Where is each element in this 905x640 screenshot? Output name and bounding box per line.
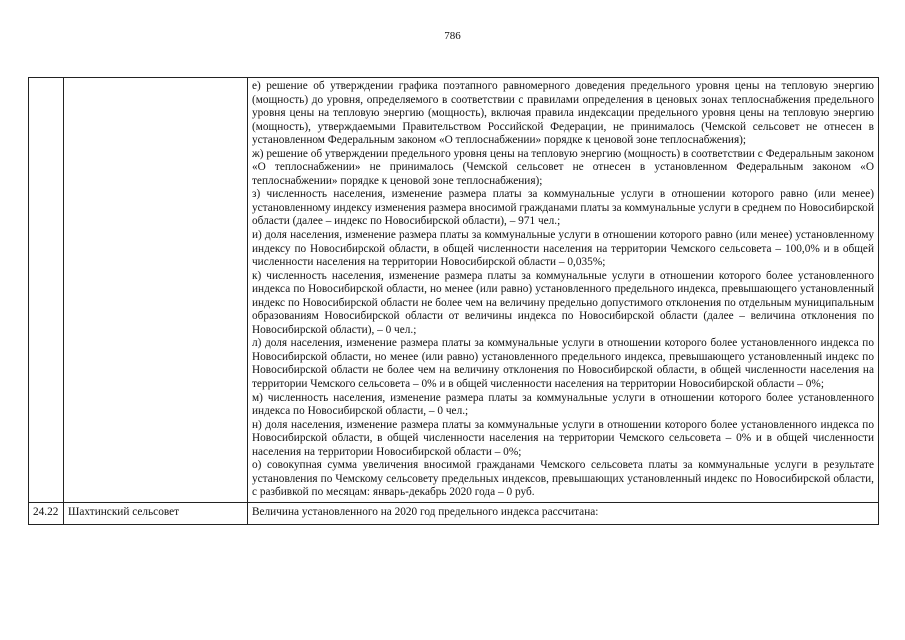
row-name-cell: Шахтинский сельсовет	[64, 502, 248, 524]
row-number-cell	[29, 78, 64, 503]
document-table	[28, 77, 879, 525]
row-name-cell	[64, 78, 248, 503]
paragraph-m: м) численность населения, изменение размера платы за коммунальные услуги в отношении которого более установленного индекса по Новосибирской области, – 0 чел.;	[252, 391, 874, 418]
paragraph-l: л) доля населения, изменение размера платы за коммунальные услуги в отношении которого более установленного индекса по Новосибирской области, но менее (или равно) установленного предельного индекса, превышающего установленный индекс по Новосибирской области не более чем на величину отклонения по Новосибирской области, в общей численности населения на территории Чемского сельсовета – 0% и в общей численности населения на территории Новосибирской области – 0%;	[252, 337, 874, 391]
paragraph-e: е) решение об утверждении графика поэтапного равномерного доведения предельного уровня цены на тепловую энергию (мощность) до уровня, определяемого в соответствии с правилами определения в ценовых зонах теплоснабжения предельного уровня цены на тепловую энергию (мощность), включая правила индексации предельного уровня цены на тепловую энергию (мощность), утверждаемыми Правительством Российской Федерации, не принималось (Чемской сельсовет не отнесен в установленном Федеральным законом «О теплоснабжении» порядке к ценовой зоне теплоснабжения);	[252, 80, 874, 147]
row-description-cell	[248, 78, 879, 503]
paragraph-zh: ж) решение об утверждении предельного уровня цены на тепловую энергию (мощность) в соответствии с Федеральным законом «О теплоснабжении» не принималось (Чемской сельсовет не отнесен в установленном Федеральным законом «О теплоснабжении» порядке к ценовой зоне теплоснабжения);	[252, 147, 874, 187]
row-number-cell: 24.22	[29, 502, 64, 524]
paragraph-o: о) совокупная сумма увеличения вносимой гражданами Чемского сельсовета платы за коммунальные услуги в результате установления по Чемскому сельсовету предельных индексов, превышающих установленный индекс по Новосибирской области, с разбивкой по месяцам: январь-декабрь 2020 года – 0 руб.	[252, 459, 874, 499]
table-row	[29, 78, 879, 503]
paragraph-n: н) доля населения, изменение размера платы за коммунальные услуги в отношении которого более установленного индекса по Новосибирской области, в общей численности населения на территории Чемского сельсовета – 0% и в общей численности населения на территории Новосибирской области – 0%;	[252, 418, 874, 458]
table-row	[29, 502, 879, 524]
paragraph-i: и) доля населения, изменение размера платы за коммунальные услуги в отношении которого равно (или менее) установленному индексу по Новосибирской области, в общей численности населения на территории Чемского сельсовета – 100,0% и в общей численности населения на территории Новосибирской области – 0,035%;	[252, 229, 874, 269]
paragraph-z: з) численность населения, изменение размера платы за коммунальные услуги в отношении которого равно (или менее) установленному индексу изменения размера вносимой гражданами платы за коммунальные услуги в среднем по Новосибирской области (далее – индекс по Новосибирской области), – 971 чел.;	[252, 188, 874, 228]
page-number: 786	[444, 30, 461, 42]
row-description-cell	[248, 502, 879, 524]
paragraph-k: к) численность населения, изменение размера платы за коммунальные услуги в отношении которого более установленного индекса по Новосибирской области, но менее (или равно) установленного предельного индекса, превышающего установленный индекс по Новосибирской области не более чем на величину предельно допустимого отклонения по отдельным муниципальным образованиям Новосибирской области от величины индекса по Новосибирской области (далее – величина отклонения по Новосибирской области), – 0 чел.;	[252, 269, 874, 336]
paragraph-intro: Величина установленного на 2020 год предельного индекса рассчитана:	[252, 505, 599, 518]
